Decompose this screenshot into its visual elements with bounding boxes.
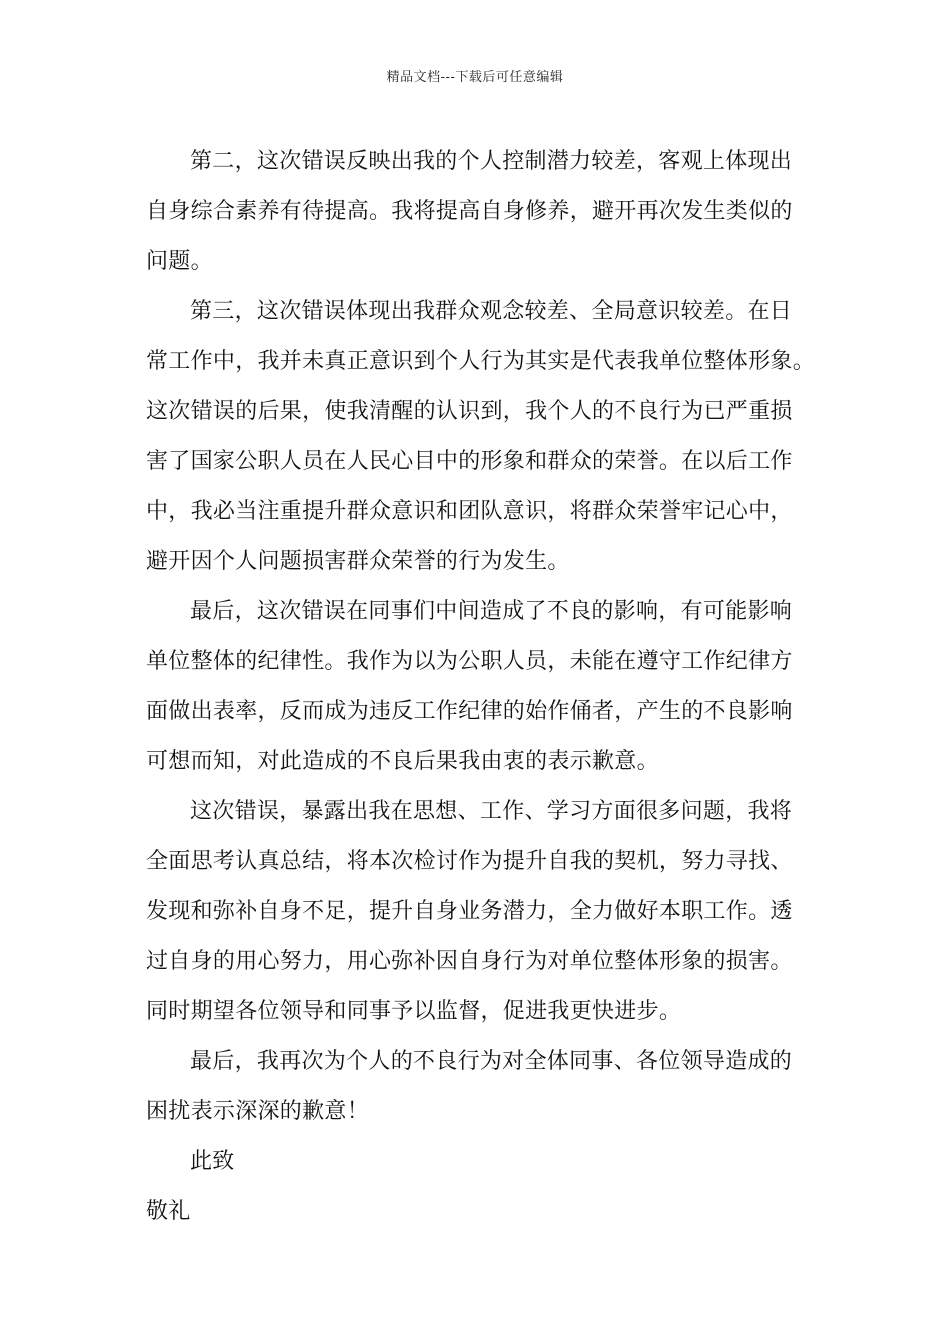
paragraph-line: 避开因个人问题损害群众荣誉的行为发生。: [146, 549, 570, 574]
paragraph-line: 常工作中，我并未真正意识到个人行为其实是代表我单位整体形象。: [146, 349, 816, 374]
paragraph-line: 第三，这次错误体现出我群众观念较差、全局意识较差。在日: [190, 299, 793, 324]
page-header: 精品文档---下载后可任意编辑: [386, 70, 564, 85]
paragraph-line: 害了国家公职人员在人民心目中的形象和群众的荣誉。在以后工作: [146, 449, 793, 474]
paragraph-line: 自身综合素养有待提高。我将提高自身修养，避开再次发生类似的: [146, 199, 793, 224]
paragraph-line: 全面思考认真总结，将本次检讨作为提升自我的契机，努力寻找、: [146, 849, 793, 874]
paragraph-line: 这次错误的后果，使我清醒的认识到，我个人的不良行为已严重损: [146, 399, 793, 424]
document-body: [146, 137, 816, 1237]
closing-salutation: 此致: [190, 1149, 235, 1174]
closing-regards: 敬礼: [146, 1199, 191, 1224]
paragraph-line: 最后，我再次为个人的不良行为对全体同事、各位领导造成的: [190, 1049, 793, 1074]
paragraph-line: 同时期望各位领导和同事予以监督，促进我更快进步。: [146, 999, 682, 1024]
paragraph-line: 面做出表率，反而成为违反工作纪律的始作俑者，产生的不良影响: [146, 699, 793, 724]
paragraph-line: 可想而知，对此造成的不良后果我由衷的表示歉意。: [146, 749, 659, 774]
paragraph-line: 中，我必当注重提升群众意识和团队意识，将群众荣誉牢记心中，: [146, 499, 793, 524]
paragraph-line: 最后，这次错误在同事们中间造成了不良的影响，有可能影响: [190, 599, 793, 624]
paragraph-line: 第二，这次错误反映出我的个人控制潜力较差，客观上体现出: [190, 149, 793, 174]
paragraph-line: 过自身的用心努力，用心弥补因自身行为对单位整体形象的损害。: [146, 949, 793, 974]
paragraph-line: 这次错误，暴露出我在思想、工作、学习方面很多问题，我将: [190, 799, 793, 824]
paragraph-line: 困扰表示深深的歉意！: [146, 1099, 370, 1124]
paragraph-line: 问题。: [146, 249, 213, 274]
paragraph-line: 单位整体的纪律性。我作为以为公职人员，未能在遵守工作纪律方: [146, 649, 793, 674]
paragraph-line: 发现和弥补自身不足，提升自身业务潜力，全力做好本职工作。透: [146, 899, 793, 924]
